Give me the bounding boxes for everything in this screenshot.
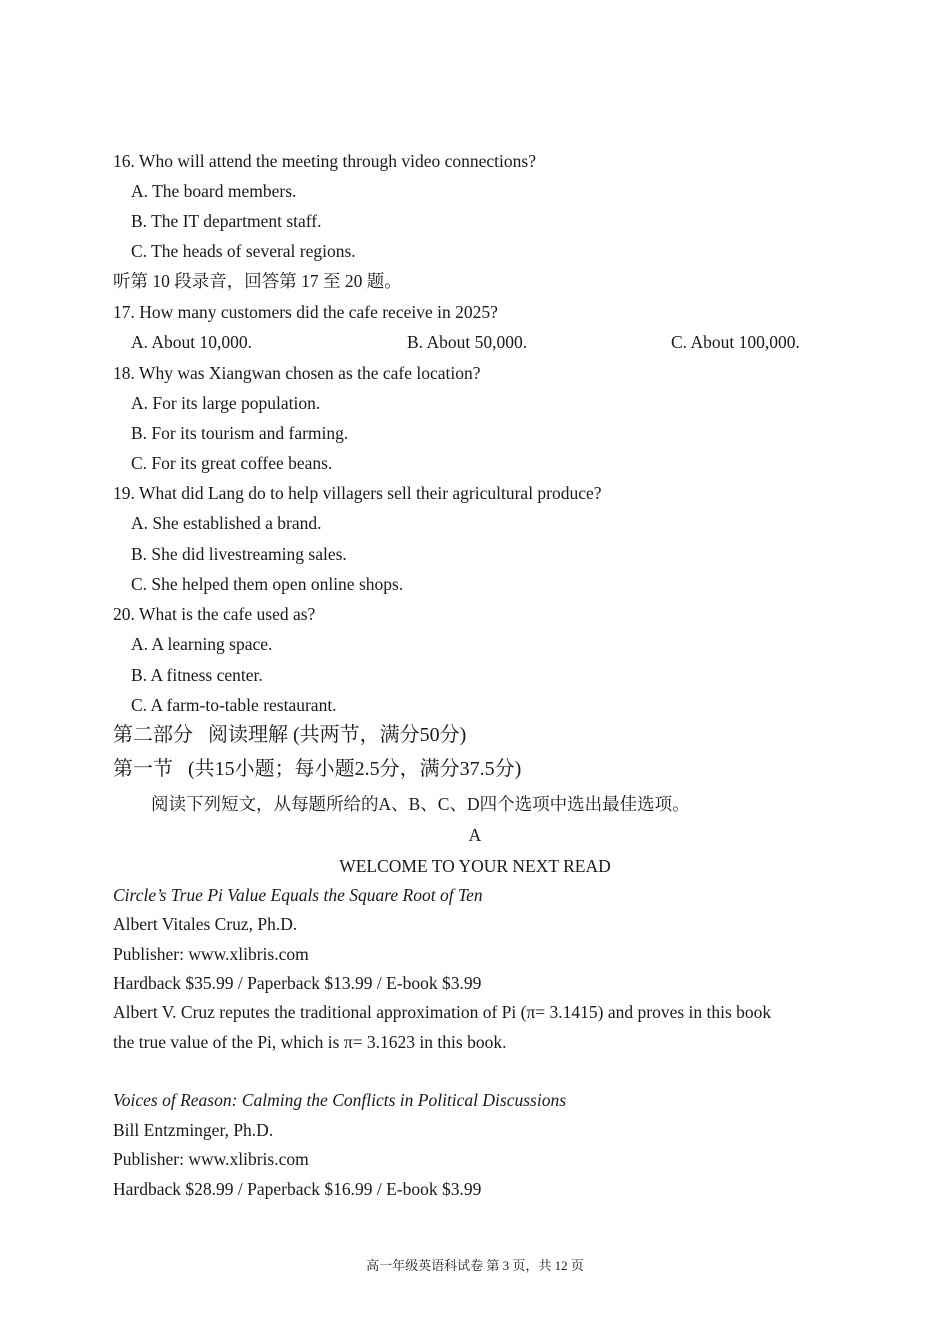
book-1-prices: Hardback $35.99 / Paperback $13.99 / E-book $3.99	[113, 973, 482, 993]
passage-letter: A	[468, 825, 482, 845]
passage-heading: WELCOME TO YOUR NEXT READ	[339, 856, 611, 876]
q18-option-b: B. For its tourism and farming.	[131, 423, 349, 443]
q18-option-a: A. For its large population.	[131, 393, 321, 413]
book-1-author: Albert Vitales Cruz, Ph.D.	[113, 914, 298, 934]
part-two-title: 第二部分 阅读理解 (共两节，满分50分)	[113, 724, 467, 746]
q16-option-c: C. The heads of several regions.	[131, 241, 356, 261]
book-1-publisher: Publisher: www.xlibris.com	[113, 944, 309, 964]
q20-option-c: C. A farm-to-table restaurant.	[131, 695, 337, 715]
question-16: 16. Who will attend the meeting through video connections?	[113, 151, 536, 171]
book-2-title: Voices of Reason: Calming the Conflicts in Political Discussions	[113, 1090, 567, 1110]
book-2-publisher: Publisher: www.xlibris.com	[113, 1149, 309, 1169]
book-2-prices: Hardback $28.99 / Paperback $16.99 / E-book $3.99	[113, 1179, 482, 1199]
q18-option-c: C. For its great coffee beans.	[131, 453, 333, 473]
q17-option-c: C. About 100,000.	[671, 332, 800, 352]
book-2-author: Bill Entzminger, Ph.D.	[113, 1120, 274, 1140]
reading-instruction: 阅读下列短文，从每题所给的A、B、C、D四个选项中选出最佳选项。	[151, 794, 690, 814]
q16-option-b: B. The IT department staff.	[131, 211, 322, 231]
q20-option-a: A. A learning space.	[131, 634, 273, 654]
section-one-title: 第一节 (共15小题；每小题2.5分，满分37.5分)	[113, 758, 522, 780]
question-20: 20. What is the cafe used as?	[113, 604, 316, 624]
question-18: 18. Why was Xiangwan chosen as the cafe location?	[113, 363, 481, 383]
q19-option-b: B. She did livestreaming sales.	[131, 544, 347, 564]
q17-option-a: A. About 10,000.	[131, 332, 253, 352]
question-17: 17. How many customers did the cafe receive in 2025?	[113, 302, 498, 322]
book-1-title: Circle’s True Pi Value Equals the Square Root of Ten	[113, 885, 483, 905]
q16-option-a: A. The board members.	[131, 181, 297, 201]
q19-option-c: C. She helped them open online shops.	[131, 574, 404, 594]
book-1-description-line-1: Albert V. Cruz reputes the traditional approximation of Pi (π= 3.1415) and proves in this book	[113, 1002, 772, 1022]
q17-option-b: B. About 50,000.	[407, 332, 528, 352]
question-19: 19. What did Lang do to help villagers sell their agricultural produce?	[113, 483, 602, 503]
q19-option-a: A. She established a brand.	[131, 513, 322, 533]
q20-option-b: B. A fitness center.	[131, 665, 263, 685]
page-footer: 高一年级英语科试卷 第 3 页，共 12 页	[366, 1258, 584, 1273]
listening-instruction-10: 听第 10 段录音，回答第 17 至 20 题。	[113, 271, 402, 291]
book-1-description-line-2: the true value of the Pi, which is π= 3.1623 in this book.	[113, 1032, 507, 1052]
